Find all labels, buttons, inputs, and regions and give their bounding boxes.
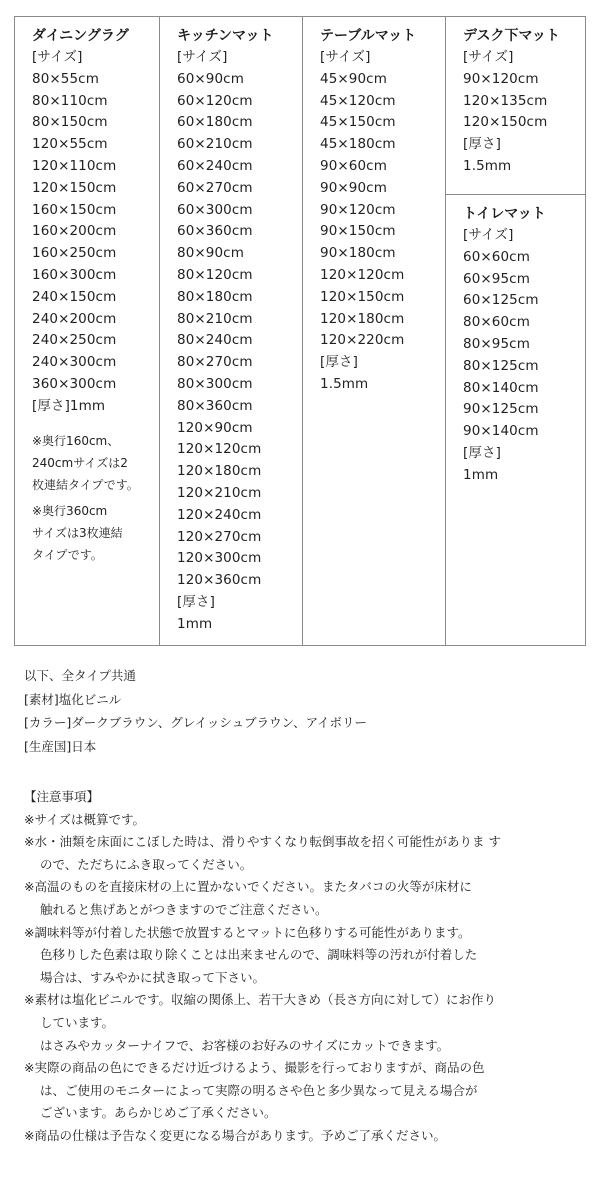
size-row: 120×120cm [177, 441, 262, 458]
size-row: 80×210cm [177, 310, 253, 327]
caution-line: ※高温のものを直接床材の上に置かないでください。またタバコの火等が床材に [24, 879, 472, 895]
size-row: [サイズ] [177, 49, 228, 65]
common-info [24, 664, 584, 758]
size-row: 120×220cm [320, 332, 405, 349]
size-row: 120×210cm [177, 484, 262, 501]
dining-rug-column [15, 17, 160, 645]
size-row: 60×180cm [177, 114, 253, 131]
footnote-line: ※奥行360cm [32, 503, 108, 518]
size-row: 120×240cm [177, 506, 262, 523]
common-info-line: [素材]塩化ビニル [24, 691, 122, 707]
size-row: 90×140cm [463, 423, 539, 440]
size-row: [サイズ] [320, 49, 371, 65]
caution-line: ※商品の仕様は予告なく変更になる場合があります。予めご了承ください。 [24, 1127, 446, 1143]
size-row: 60×270cm [177, 179, 253, 196]
size-row: 80×125cm [463, 357, 539, 374]
caution-line: 色移りした色素は取り除くことは出来ませんので、調味料等の汚れが付着した [40, 947, 478, 963]
size-row: 80×90cm [177, 245, 244, 262]
size-row: 45×180cm [320, 136, 396, 153]
caution-line: 触れると焦げあとがつきますのでご注意ください。 [40, 901, 328, 917]
size-row: 60×240cm [177, 157, 253, 174]
size-row: 80×300cm [177, 375, 253, 392]
size-row: 120×270cm [177, 528, 262, 545]
size-row: 240×150cm [32, 288, 117, 305]
size-row: 80×140cm [463, 379, 539, 396]
size-row: 60×210cm [177, 136, 253, 153]
size-row: 120×55cm [32, 136, 108, 153]
size-row: 120×110cm [32, 157, 117, 174]
caution-line: しています。 [40, 1014, 115, 1030]
size-row: 160×150cm [32, 201, 117, 218]
size-row: 80×110cm [32, 92, 108, 109]
kitchen-mat-cell [160, 17, 302, 645]
cautions-heading: 【注意事項】 [24, 789, 100, 804]
size-row: 60×125cm [463, 292, 539, 309]
size-row: 120×180cm [177, 463, 262, 480]
size-row: 120×150cm [463, 114, 548, 131]
common-info-line: [カラー]ダークブラウン、グレイッシュブラウン、アイボリー [24, 715, 368, 730]
desk-mat-cell [446, 17, 585, 195]
size-row: 90×180cm [320, 245, 396, 262]
size-row: 1.5mm [463, 157, 512, 174]
size-row: 80×240cm [177, 332, 253, 349]
caution-line: はさみやカッターナイフで、お客様のお好みのサイズにカットできます。 [40, 1037, 450, 1053]
size-row: 80×360cm [177, 397, 253, 414]
size-row: 1mm [463, 466, 499, 483]
size-row: 120×90cm [177, 419, 253, 436]
size-row: 160×200cm [32, 223, 117, 240]
size-row: 45×150cm [320, 114, 396, 131]
size-row: 90×60cm [320, 157, 387, 174]
size-row: 120×120cm [320, 266, 405, 283]
footnote-line: 240cmサイズは2 [32, 455, 128, 470]
footnote [32, 430, 159, 496]
size-row: 90×125cm [463, 401, 539, 418]
size-row: 90×120cm [463, 70, 539, 87]
caution-line: ※実際の商品の色にできるだけ近づけるよう、撮影を行っておりますが、商品の色 [24, 1060, 485, 1076]
size-row: 240×300cm [32, 354, 117, 371]
product-title: ダイニングラグ [32, 28, 129, 44]
size-row: [厚さ] [463, 136, 501, 153]
size-row: 90×150cm [320, 223, 396, 240]
size-row: [サイズ] [463, 227, 514, 243]
size-table [14, 16, 586, 646]
caution-line: ので、ただちにふき取ってください。 [40, 856, 253, 872]
size-row: [厚さ] [463, 444, 501, 461]
desk-toilet-column [446, 17, 585, 645]
size-row: 60×60cm [463, 248, 530, 265]
size-row: 80×120cm [177, 266, 253, 283]
kitchen-mat-column [160, 17, 303, 645]
common-info-line: [生産国]日本 [24, 738, 97, 754]
footnote-line: ※奥行160cm、 [32, 433, 120, 448]
size-row: 80×270cm [177, 354, 253, 371]
caution-line: ※素材は塩化ビニルです。収縮の関係上、若干大きめ（長さ方向に対して）にお作り [24, 992, 496, 1008]
size-row: [サイズ] [463, 49, 514, 65]
caution-line: 場合は、すみやかに拭き取って下さい。 [40, 969, 266, 985]
size-row: 60×300cm [177, 201, 253, 218]
product-title: デスク下マット [463, 28, 560, 44]
size-row: [厚さ]1mm [32, 397, 106, 414]
caution-line: ※水・油類を床面にこぼした時は、滑りやすくなり転倒事故を招く可能性がありま す [24, 834, 501, 850]
footnote-line: サイズは3枚連結 [32, 525, 123, 540]
size-row: 1mm [177, 615, 213, 632]
size-row: 120×180cm [320, 310, 405, 327]
size-row: 120×360cm [177, 572, 262, 589]
size-row: [サイズ] [32, 49, 83, 65]
size-row: 360×300cm [32, 375, 117, 392]
footnote-line: 枚連結タイプです。 [32, 477, 139, 492]
size-row: 60×360cm [177, 223, 253, 240]
table-mat-cell [303, 17, 445, 645]
toilet-mat-cell [446, 195, 585, 645]
product-title: トイレマット [463, 206, 546, 222]
size-row: 80×60cm [463, 314, 530, 331]
caution-line: ※サイズは概算です。 [24, 811, 145, 827]
size-row: 120×300cm [177, 550, 262, 567]
size-row: 1.5mm [320, 375, 369, 392]
size-row: [厚さ] [177, 593, 215, 610]
size-row: 160×250cm [32, 245, 117, 262]
size-row: 80×180cm [177, 288, 253, 305]
size-row: 120×150cm [32, 179, 117, 196]
size-row: 240×200cm [32, 310, 117, 327]
product-title: テーブルマット [320, 28, 417, 44]
caution-line: ございます。あらかじめご了承ください。 [40, 1105, 277, 1121]
size-row: 80×95cm [463, 335, 530, 352]
table-mat-column [303, 17, 446, 645]
size-row: 80×150cm [32, 114, 108, 131]
size-row: 90×90cm [320, 179, 387, 196]
size-row: 240×250cm [32, 332, 117, 349]
size-row: 45×90cm [320, 70, 387, 87]
footnote-line: タイプです。 [32, 547, 103, 562]
size-row: 160×300cm [32, 266, 117, 283]
caution-line: は、ご使用のモニターによって実際の明るさや色と多少異なって見える場合が [40, 1082, 478, 1098]
dining-rug-cell [15, 17, 159, 645]
product-title: キッチンマット [177, 28, 274, 44]
size-row: 45×120cm [320, 92, 396, 109]
footnote [32, 500, 159, 566]
size-row: 60×95cm [463, 270, 530, 287]
size-row: 80×55cm [32, 70, 99, 87]
size-row: 60×90cm [177, 70, 244, 87]
size-row: 120×135cm [463, 92, 548, 109]
cautions [24, 786, 588, 1148]
size-row: 60×120cm [177, 92, 253, 109]
size-row: 120×150cm [320, 288, 405, 305]
size-row: 90×120cm [320, 201, 396, 218]
size-row: [厚さ] [320, 354, 358, 371]
caution-line: ※調味料等が付着した状態で放置するとマットに色移りする可能性があります。 [24, 924, 471, 940]
common-info-line: 以下、全タイプ共通 [24, 668, 136, 683]
